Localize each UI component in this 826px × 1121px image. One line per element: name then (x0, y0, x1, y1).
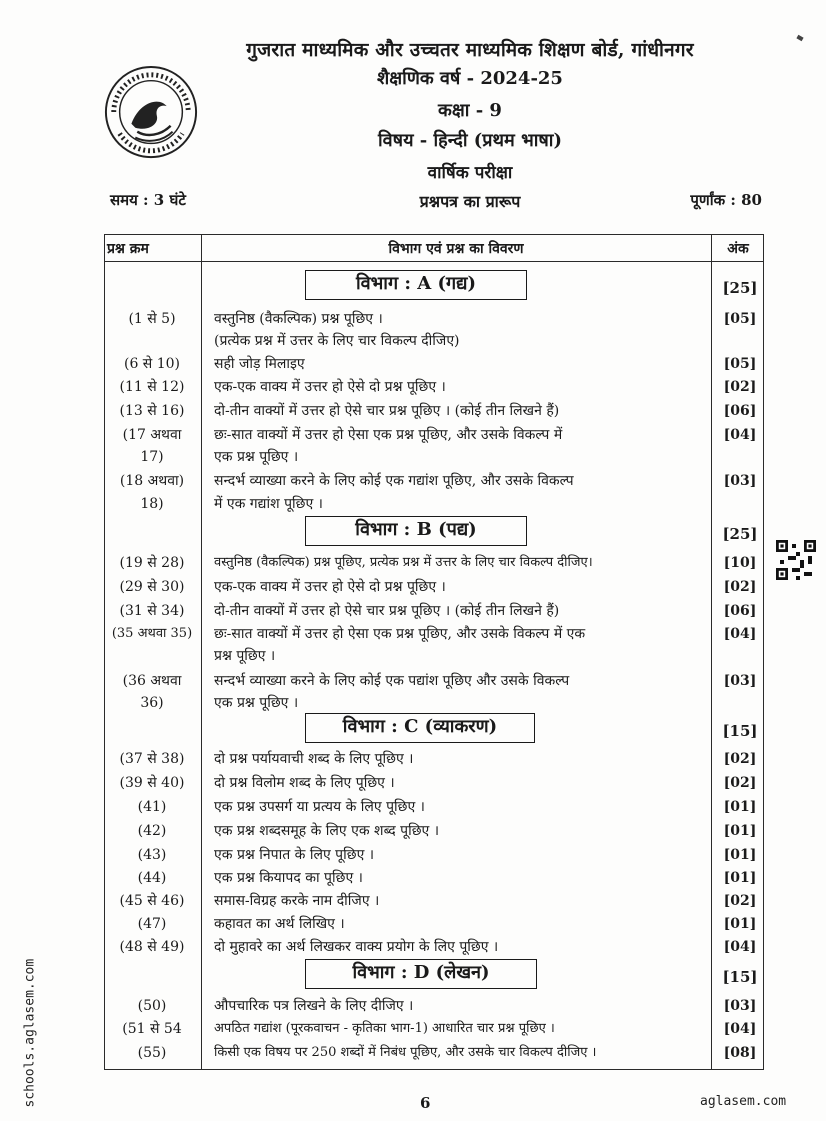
academic-year: शैक्षणिक वर्ष - 2024-25 (377, 68, 563, 89)
question-number: 17) (140, 449, 164, 465)
question-number: 18) (140, 496, 164, 512)
question-marks: [02] (723, 751, 757, 767)
question-text: दो प्रश्न पर्यायवाची शब्द के लिए पूछिए । (214, 751, 414, 767)
question-marks: [01] (723, 847, 757, 863)
question-text: प्रश्न पूछिए । (214, 648, 276, 664)
question-marks: [02] (723, 893, 757, 909)
question-text: किसी एक विषय पर 250 शब्दों में निबंध पूछिए, और उसके चार विकल्प दीजिए । (214, 1045, 597, 1060)
column-header-description: विभाग एवं प्रश्न का विवरण (388, 241, 524, 257)
question-number: (48 से 49) (119, 939, 185, 955)
total-marks: पूर्णांक : 80 (690, 191, 762, 209)
question-text: सही जोड़ मिलाइए (214, 356, 305, 372)
question-marks: [01] (723, 916, 757, 932)
section-title: विभाग : A (गद्य) (305, 270, 527, 300)
question-marks: [02] (723, 379, 757, 395)
question-text: छः-सात वाक्यों में उत्तर हो ऐसा एक प्रश्न पूछिए, और उसके विकल्प में एक (214, 626, 586, 642)
question-number: 36) (140, 695, 164, 711)
question-number: (36 अथवा (122, 673, 182, 689)
question-number: (43) (137, 847, 167, 863)
question-marks: [06] (723, 603, 757, 619)
question-number: (55) (137, 1045, 167, 1061)
scan-mark (796, 35, 803, 41)
question-marks: [04] (723, 1021, 757, 1037)
question-number: (17 अथवा (122, 427, 182, 443)
question-number: (18 अथवा) (119, 473, 185, 489)
question-marks: [04] (723, 427, 757, 443)
question-text: (प्रत्येक प्रश्न में उत्तर के लिए चार विकल्प दीजिए) (214, 333, 460, 349)
section-title: विभाग : D (लेखन) (305, 959, 537, 989)
board-seal-icon (102, 62, 200, 166)
question-marks: [02] (723, 775, 757, 791)
question-text: अपठित गद्यांश (पूरकवाचन - कृतिका भाग-1) आधारित चार प्रश्न पूछिए । (214, 1021, 555, 1036)
section-title: विभाग : C (व्याकरण) (305, 713, 535, 743)
question-number: (37 से 38) (119, 751, 185, 767)
site-link[interactable]: aglasem.com (700, 1094, 787, 1109)
question-number: (45 से 46) (119, 893, 185, 909)
question-text: एक प्रश्न पूछिए । (214, 695, 299, 711)
question-text: दो-तीन वाक्यों में उत्तर हो ऐसे चार प्रश्न पूछिए । (कोई तीन लिखने हैं) (214, 603, 560, 619)
qr-code-icon[interactable] (776, 540, 816, 580)
class-label: कक्षा - 9 (438, 100, 502, 121)
section-marks: [25] (722, 525, 758, 543)
section-marks: [25] (722, 279, 758, 297)
question-number: (41) (137, 799, 167, 815)
column-divider (201, 235, 202, 1069)
question-number: (42) (137, 823, 167, 839)
question-marks: [05] (723, 311, 757, 327)
section-marks: [15] (722, 968, 758, 986)
question-number: (39 से 40) (119, 775, 185, 791)
question-text: सन्दर्भ व्याख्या करने के लिए कोई एक पद्यांश पूछिए और उसके विकल्प (214, 673, 570, 689)
question-text: कहावत का अर्थ लिखिए । (214, 916, 345, 932)
question-number: (1 से 5) (128, 311, 176, 327)
question-marks: [06] (723, 403, 757, 419)
subject-label: विषय - हिन्दी (प्रथम भाषा) (378, 130, 562, 151)
question-text: एक प्रश्न उपसर्ग या प्रत्यय के लिए पूछिए । (214, 799, 425, 815)
section-marks: [15] (722, 722, 758, 740)
question-text: दो-तीन वाक्यों में उत्तर हो ऐसे चार प्रश्न पूछिए । (कोई तीन लिखने हैं) (214, 403, 560, 419)
question-text: एक प्रश्न पूछिए । (214, 449, 299, 465)
question-text: में एक गद्यांश पूछिए । (214, 496, 323, 512)
question-text: दो मुहावरे का अर्थ लिखकर वाक्य प्रयोग के लिए पूछिए । (214, 939, 499, 955)
question-text: समास-विग्रह करके नाम दीजिए । (214, 893, 380, 909)
question-text: वस्तुनिष्ठ (वैकल्पिक) प्रश्न पूछिए, प्रत्येक प्रश्न में उत्तर के लिए चार विकल्प दीजिए। (214, 555, 593, 570)
exam-duration: समय : 3 घंटे (110, 191, 186, 209)
question-text: एक-एक वाक्य में उत्तर हो ऐसे दो प्रश्न पूछिए । (214, 379, 446, 395)
question-marks: [08] (723, 1045, 757, 1061)
question-marks: [01] (723, 870, 757, 886)
question-number: (50) (137, 998, 167, 1014)
question-marks: [05] (723, 356, 757, 372)
board-name: गुजरात माध्यमिक और उच्चतर माध्यमिक शिक्षण बोर्ड, गांधीनगर (246, 39, 694, 61)
column-divider (711, 235, 712, 1069)
header-divider (105, 261, 763, 262)
question-number: (13 से 16) (119, 403, 185, 419)
question-marks: [03] (723, 998, 757, 1014)
question-marks: [01] (723, 823, 757, 839)
question-marks: [04] (723, 939, 757, 955)
section-title: विभाग : B (पद्य) (305, 516, 527, 546)
exam-label: वार्षिक परीक्षा (427, 163, 513, 183)
question-marks: [01] (723, 799, 757, 815)
question-text: एक प्रश्न निपात के लिए पूछिए । (214, 847, 375, 863)
question-marks: [03] (723, 473, 757, 489)
paper-title: प्रश्नपत्र का प्रारूप (419, 192, 521, 211)
question-marks: [10] (723, 555, 757, 571)
question-text: दो प्रश्न विलोम शब्द के लिए पूछिए । (214, 775, 395, 791)
question-text: सन्दर्भ व्याख्या करने के लिए कोई एक गद्यांश पूछिए, और उसके विकल्प (214, 473, 574, 489)
question-number: (35 अथवा 35) (111, 626, 193, 641)
question-marks: [02] (723, 579, 757, 595)
question-number: (51 से 54 (122, 1021, 182, 1037)
question-marks: [04] (723, 626, 757, 642)
question-number: (6 से 10) (123, 356, 180, 372)
question-number: (31 से 34) (119, 603, 185, 619)
question-marks: [03] (723, 673, 757, 689)
question-number: (29 से 30) (119, 579, 185, 595)
question-number: (11 से 12) (119, 379, 185, 395)
question-text: एक प्रश्न कियापद का पूछिए । (214, 870, 363, 886)
side-watermark: schools.aglasem.com (22, 958, 38, 1108)
question-text: एक-एक वाक्य में उत्तर हो ऐसे दो प्रश्न पूछिए । (214, 579, 446, 595)
question-number: (44) (137, 870, 167, 886)
question-text: एक प्रश्न शब्दसमूह के लिए एक शब्द पूछिए । (214, 823, 440, 839)
column-header-question-no: प्रश्न क्रम (107, 241, 149, 257)
question-text: औपचारिक पत्र लिखने के लिए दीजिए । (214, 998, 414, 1014)
page-number: 6 (420, 1094, 431, 1112)
column-header-marks: अंक (727, 241, 749, 257)
question-text: वस्तुनिष्ठ (वैकल्पिक) प्रश्न पूछिए । (214, 311, 383, 327)
question-text: छः-सात वाक्यों में उत्तर हो ऐसा एक प्रश्न पूछिए, और उसके विकल्प में (214, 427, 563, 443)
question-number: (19 से 28) (119, 555, 185, 571)
question-number: (47) (137, 916, 167, 932)
